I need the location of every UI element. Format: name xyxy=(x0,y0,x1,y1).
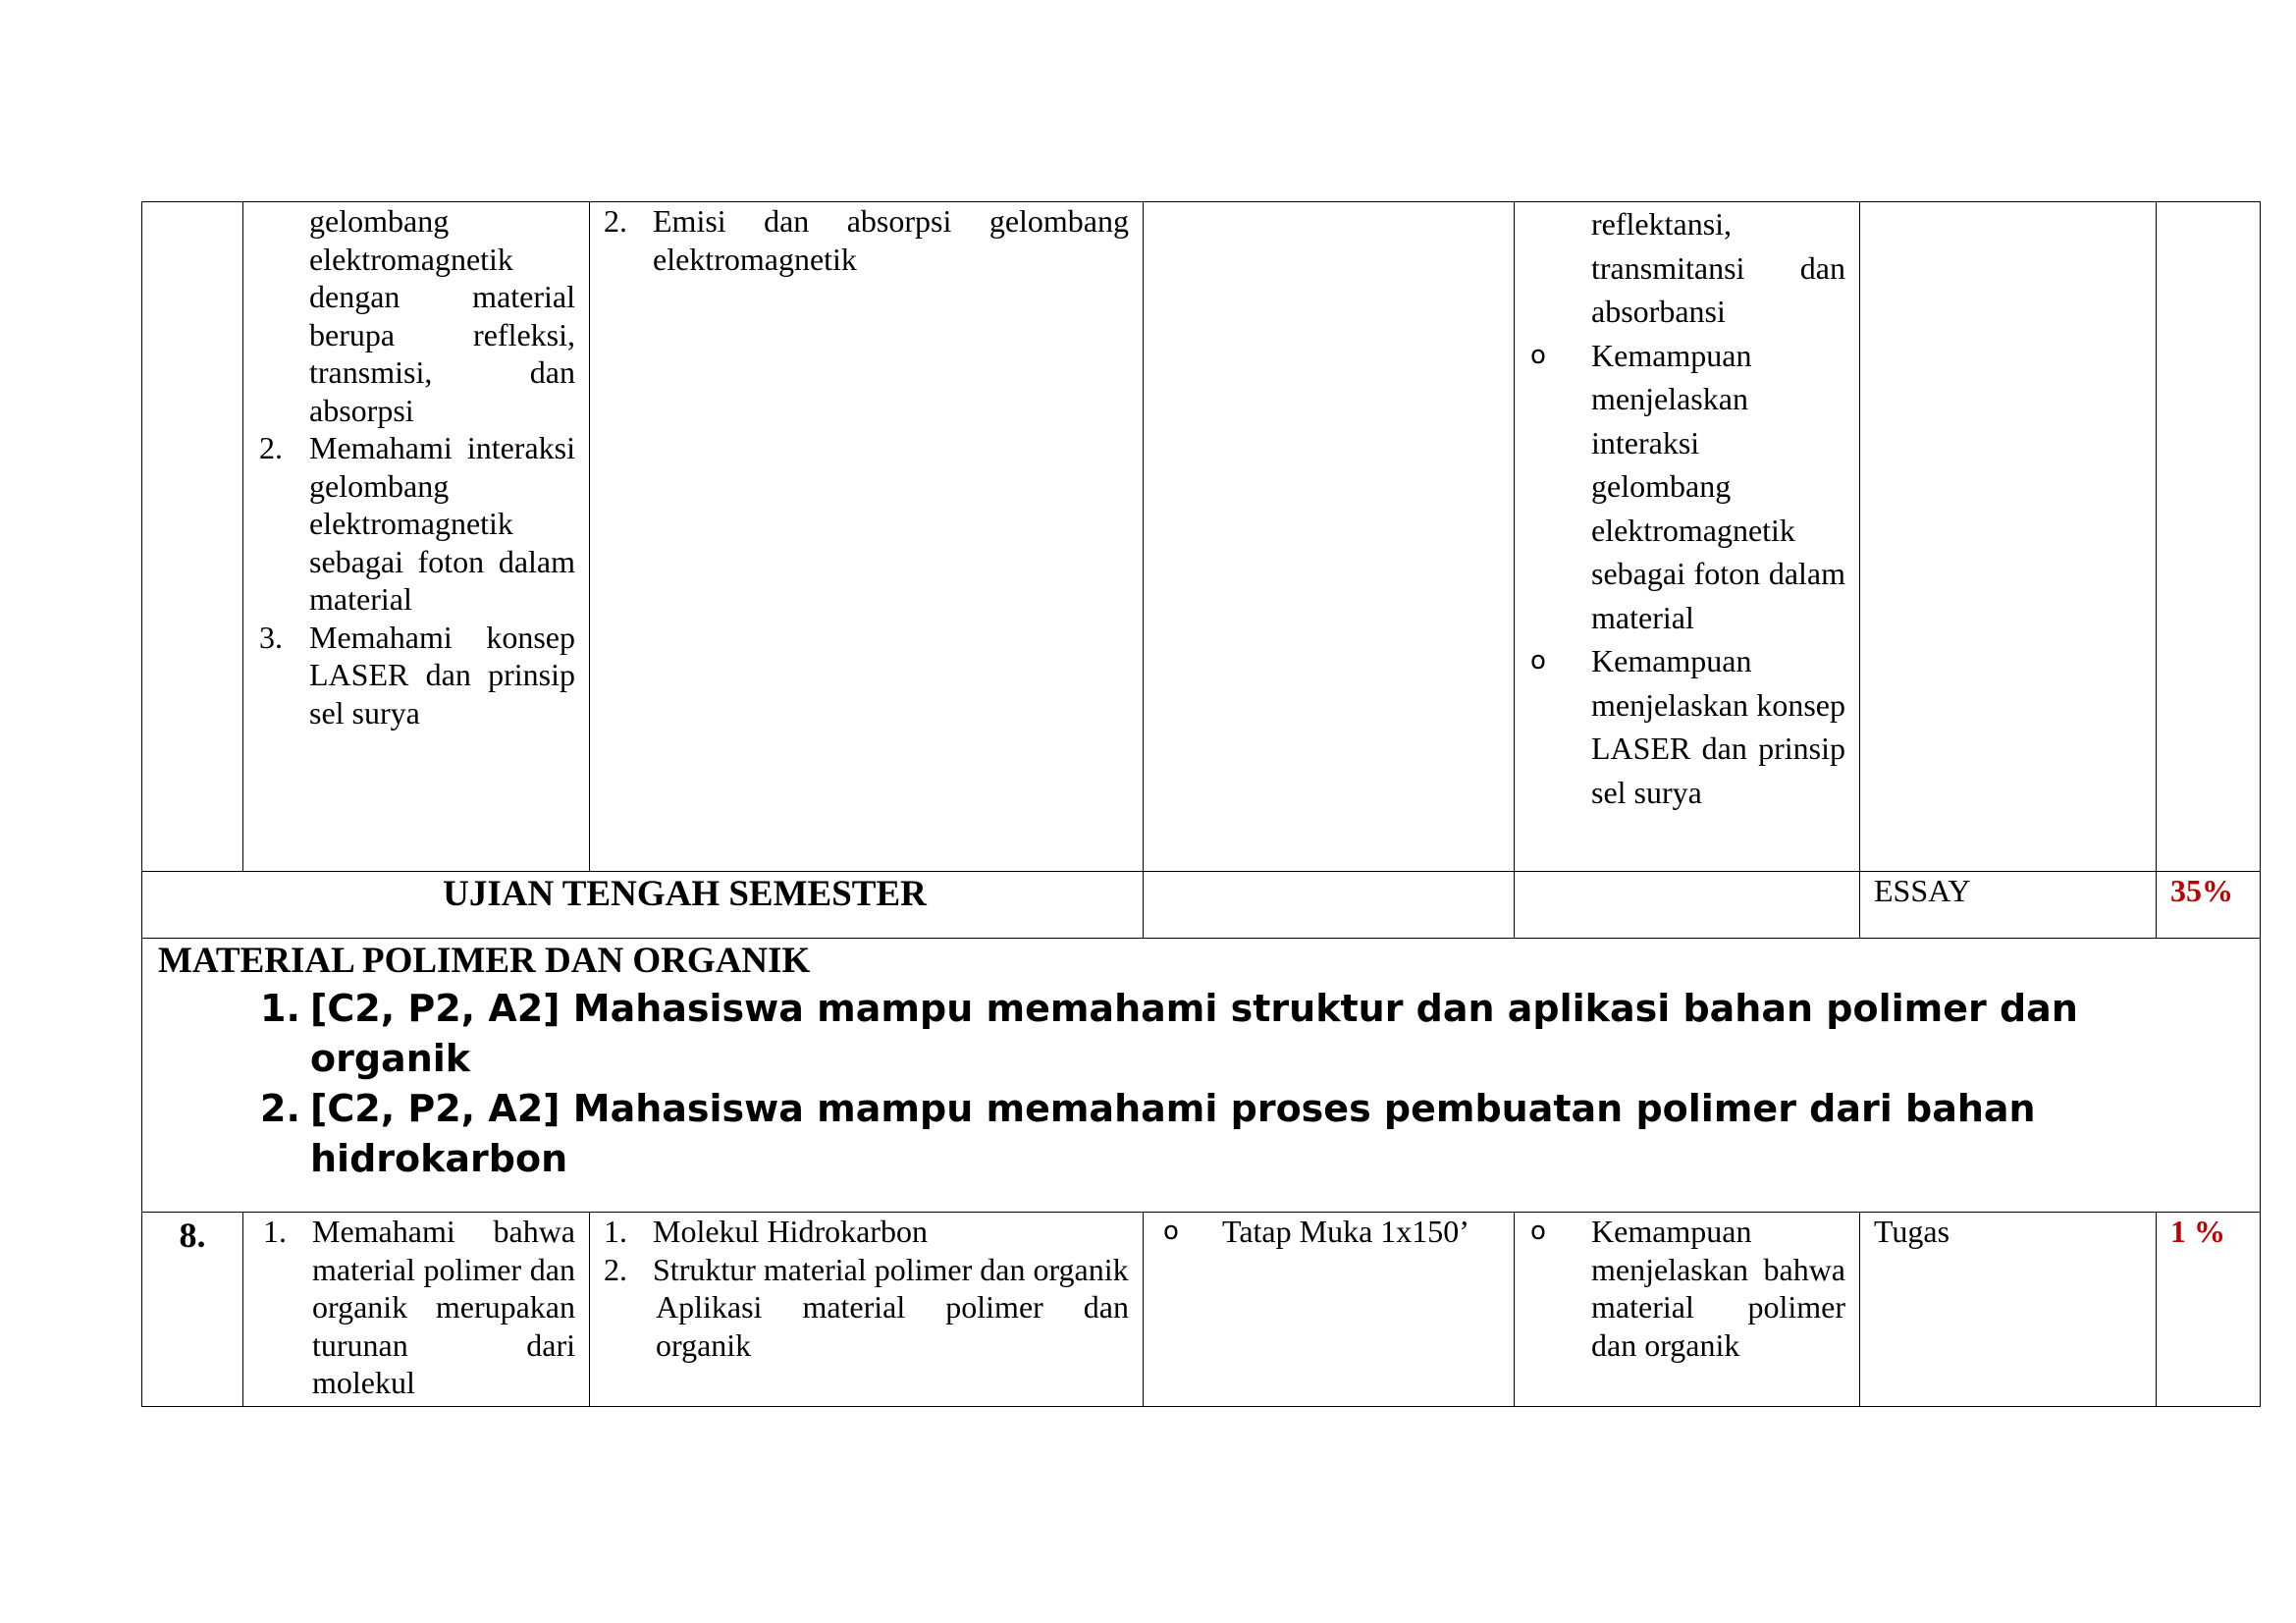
cell-week xyxy=(142,202,243,872)
list-item: 2. Emisi dan absorpsi gelombang elektromagnetik xyxy=(604,203,1129,277)
list-item: 1. Molekul Hidrokarbon xyxy=(604,1214,928,1249)
cell-materials xyxy=(590,202,1144,872)
cell-assessment xyxy=(1860,202,2157,872)
cell-empty xyxy=(1144,872,1515,939)
list-item: 1. [C2, P2, A2] Mahasiswa mampu memahami struktur dan aplikasi bahan polimer dan organik xyxy=(260,987,2078,1080)
list-item: gelombang elektromagnetik dengan material berupa refleksi, transmisi, dan absorpsi xyxy=(309,203,575,428)
objectives-list xyxy=(243,1213,575,1402)
table-row-continuation xyxy=(142,202,2261,872)
list-item: o Kemampuan menjelaskan interaksi gelombang elektromagnetik sebagai foton dalam material xyxy=(1530,337,1845,635)
indicators-list xyxy=(1515,202,1845,814)
week8-weight: 1 % xyxy=(2157,1213,2261,1407)
indicators-list xyxy=(1515,1213,1845,1364)
table-row-week-8 xyxy=(142,1213,2261,1407)
cell-indicators xyxy=(1515,202,1860,872)
list-item: o Kemampuan menjelaskan bahwa material polimer dan organik xyxy=(1530,1214,1845,1363)
list-item: o Kemampuan menjelaskan konsep LASER dan prinsip sel surya xyxy=(1530,643,1845,810)
list-item: reflektansi, transmitansi dan absorbansi xyxy=(1591,206,1845,329)
list-item: o Tatap Muka 1x150’ xyxy=(1163,1214,1469,1249)
list-item: Aplikasi material polimer dan organik xyxy=(656,1289,1129,1363)
uts-weight: 35% xyxy=(2157,872,2261,939)
cell-empty xyxy=(1515,872,1860,939)
uts-title: UJIAN TENGAH SEMESTER xyxy=(142,872,1144,939)
cell-objectives xyxy=(243,202,590,872)
section-cell xyxy=(142,939,2261,1213)
list-item: 2. [C2, P2, A2] Mahasiswa mampu memahami proses pembuatan polimer dari bahan hidrokarbon xyxy=(260,1087,2036,1180)
list-item: 2. Memahami interaksi gelombang elektromagnetik sebagai foton dalam material xyxy=(259,430,575,617)
section-title: MATERIAL POLIMER DAN ORGANIK xyxy=(158,941,811,981)
cell-weight xyxy=(2157,202,2261,872)
materials-list xyxy=(604,202,1129,278)
table-row-uts xyxy=(142,872,2261,939)
objectives-list xyxy=(243,202,575,731)
cell-materials xyxy=(590,1213,1144,1407)
cell-method xyxy=(1144,202,1515,872)
rps-table xyxy=(141,201,2261,1407)
list-item: 1. Memahami bahwa material polimer dan organik merupakan turunan dari molekul xyxy=(263,1214,575,1400)
list-item: 3. Memahami konsep LASER dan prinsip sel surya xyxy=(259,619,575,730)
table-row-section xyxy=(142,939,2261,1213)
week8-assessment: Tugas xyxy=(1860,1213,2157,1407)
list-item: 2. Struktur material polimer dan organik xyxy=(604,1251,1129,1287)
cell-objectives xyxy=(243,1213,590,1407)
week-number: 8. xyxy=(142,1213,243,1407)
method-list xyxy=(1144,1213,1500,1251)
uts-assessment: ESSAY xyxy=(1860,872,2157,939)
cell-method xyxy=(1144,1213,1515,1407)
materials-list xyxy=(604,1213,1129,1364)
cell-indicators xyxy=(1515,1213,1860,1407)
section-objectives xyxy=(158,984,2246,1212)
